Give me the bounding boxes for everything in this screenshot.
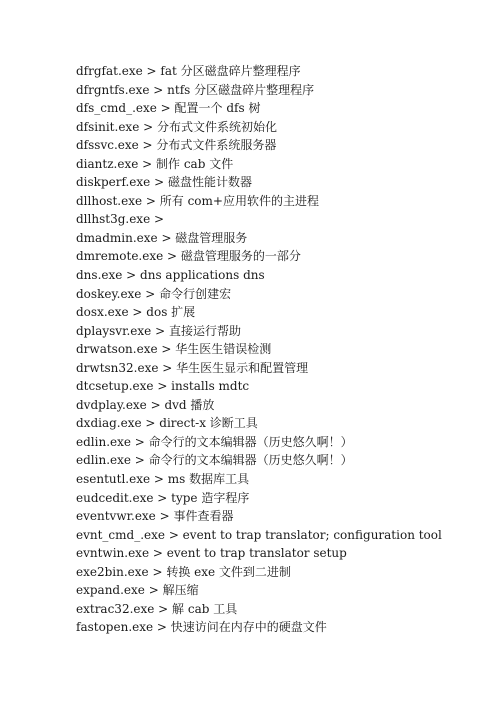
- list-item: evnt_cmd_.exe > event to trap translator; configuration tool: [76, 527, 442, 542]
- list-item: dmremote.exe > 磁盘管理服务的一部分: [76, 249, 301, 264]
- list-item: dfrgntfs.exe > ntfs 分区磁盘碎片整理程序: [76, 82, 315, 97]
- list-item: expand.exe > 解压缩: [76, 583, 199, 598]
- list-item: dfssvc.exe > 分布式文件系统服务器: [76, 138, 277, 153]
- list-item: dmadmin.exe > 磁盘管理服务: [76, 230, 248, 245]
- list-item: dxdiag.exe > direct-x 诊断工具: [76, 416, 258, 431]
- list-item: exe2bin.exe > 转换 exe 文件到二进制: [76, 564, 291, 579]
- list-item: eventvwr.exe > 事件查看器: [76, 509, 234, 524]
- list-item: esentutl.exe > ms 数据库工具: [76, 472, 250, 487]
- list-item: fastopen.exe > 快速访问在内存中的硬盘文件: [76, 620, 327, 635]
- list-item: dosx.exe > dos 扩展: [76, 305, 196, 320]
- list-item: drwatson.exe > 华生医生错误检测: [76, 342, 272, 357]
- list-item: eudcedit.exe > type 造字程序: [76, 490, 250, 505]
- list-item: dllhst3g.exe >: [76, 212, 165, 227]
- list-item: dplaysvr.exe > 直接运行帮助: [76, 323, 241, 338]
- list-item: evntwin.exe > event to trap translator setup: [76, 546, 347, 561]
- list-item: doskey.exe > 命令行创建宏: [76, 286, 232, 301]
- list-item: edlin.exe > 命令行的文本编辑器（历史悠久啊！）: [76, 453, 353, 468]
- list-item: dvdplay.exe > dvd 播放: [76, 397, 215, 412]
- list-item: extrac32.exe > 解 cab 工具: [76, 601, 238, 616]
- command-list: [76, 62, 486, 637]
- list-item: dfsinit.exe > 分布式文件系统初始化: [76, 119, 277, 134]
- list-item: drwtsn32.exe > 华生医生显示和配置管理: [76, 360, 309, 375]
- list-item: dfs_cmd_.exe > 配置一个 dfs 树: [76, 101, 261, 116]
- list-item: dfrgfat.exe > fat 分区磁盘碎片整理程序: [76, 64, 301, 78]
- list-item: edlin.exe > 命令行的文本编辑器（历史悠久啊！）: [76, 434, 353, 449]
- list-item: diskperf.exe > 磁盘性能计数器: [76, 175, 252, 190]
- list-item: dllhost.exe > 所有 com+应用软件的主进程: [76, 193, 319, 208]
- list-item: dns.exe > dns applications dns: [76, 268, 265, 283]
- list-item: dtcsetup.exe > installs mdtc: [76, 379, 250, 394]
- list-item: diantz.exe > 制作 cab 文件: [76, 156, 234, 171]
